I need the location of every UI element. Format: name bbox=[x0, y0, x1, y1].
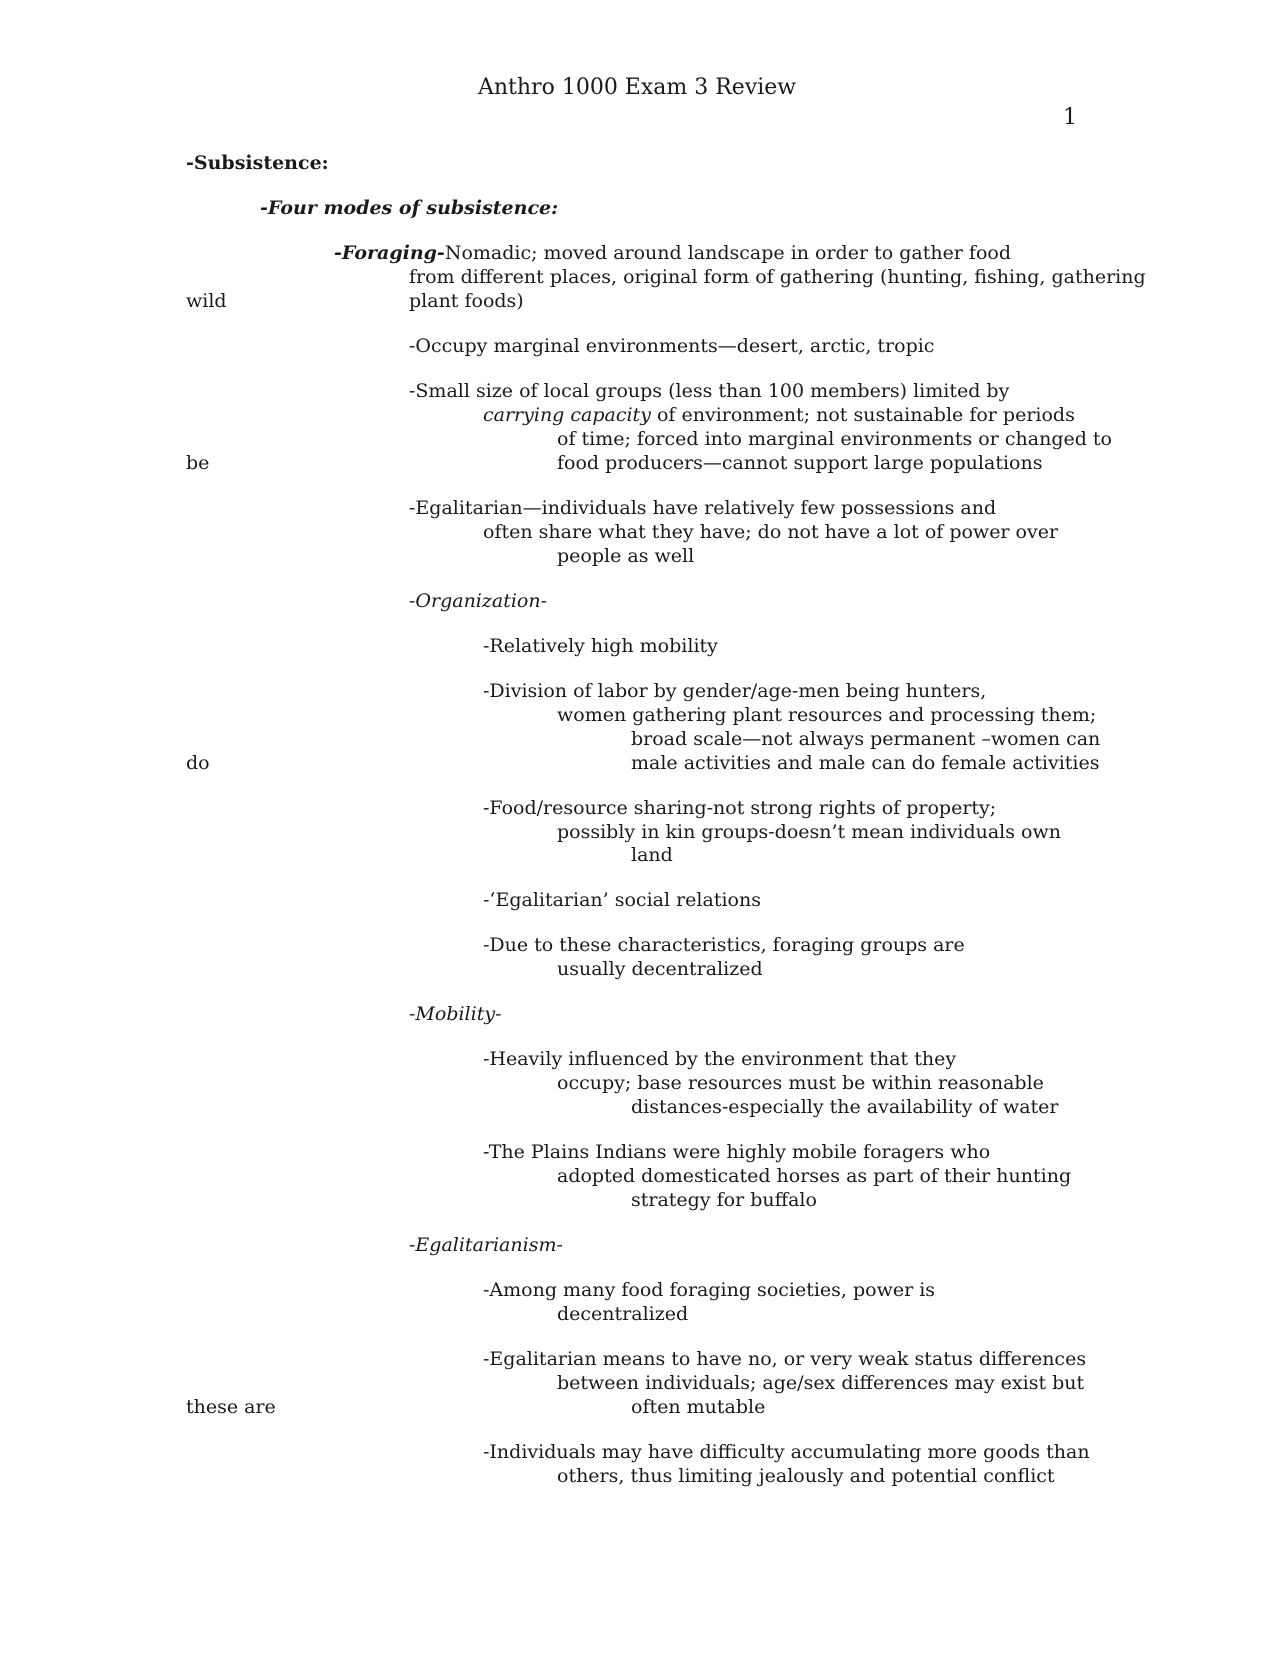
margin-fragment-these-are: these are bbox=[186, 1396, 276, 1418]
division-line-3: broad scale—not always permanent –women can bbox=[631, 728, 1101, 750]
power-line-2: decentralized bbox=[557, 1303, 689, 1325]
margin-fragment-be: be bbox=[186, 452, 210, 474]
page-number: 1 bbox=[1063, 105, 1077, 130]
division-line-2: women gathering plant resources and processing them; bbox=[557, 704, 1097, 726]
small-size-line-4: food producers—cannot support large populations bbox=[557, 452, 1043, 474]
margin-fragment-wild: wild bbox=[186, 290, 227, 312]
sharing-line-2: possibly in kin groups-doesn’t mean individuals own bbox=[557, 821, 1061, 843]
sharing-line-1: -Food/resource sharing-not strong rights of property; bbox=[483, 797, 997, 819]
heading-subsistence: -Subsistence: bbox=[186, 152, 329, 174]
decentralized-line-1: -Due to these characteristics, foraging groups are bbox=[483, 934, 965, 956]
small-size-line-2 bbox=[483, 403, 1075, 427]
plains-line-2: adopted domesticated horses as part of their hunting bbox=[557, 1165, 1072, 1187]
goods-line-2: others, thus limiting jealously and potential conflict bbox=[557, 1465, 1055, 1487]
egalitarian-line-2: often share what they have; do not have a lot of power over bbox=[483, 521, 1059, 543]
egalitarian-line-3: people as well bbox=[557, 545, 695, 567]
means-line-3: often mutable bbox=[631, 1396, 766, 1418]
goods-line-1: -Individuals may have difficulty accumulating more goods than bbox=[483, 1441, 1090, 1463]
point-marginal-environments: -Occupy marginal environments—desert, arctic, tropic bbox=[409, 335, 935, 357]
egalitarian-line-1: -Egalitarian—individuals have relatively few possessions and bbox=[409, 497, 997, 519]
heading-mobility: -Mobility- bbox=[409, 1003, 502, 1025]
environment-line-1: -Heavily influenced by the environment that they bbox=[483, 1048, 957, 1070]
means-line-2: between individuals; age/sex differences may exist but bbox=[557, 1372, 1085, 1394]
page-title: Anthro 1000 Exam 3 Review bbox=[478, 75, 797, 100]
plains-line-3: strategy for buffalo bbox=[631, 1189, 817, 1211]
heading-four-modes: -Four modes of subsistence: bbox=[260, 197, 559, 219]
carrying-capacity-term: carrying capacity bbox=[483, 404, 651, 426]
plains-line-1: -The Plains Indians were highly mobile foragers who bbox=[483, 1141, 991, 1163]
environment-line-2: occupy; base resources must be within reasonable bbox=[557, 1072, 1044, 1094]
margin-fragment-do: do bbox=[186, 752, 210, 774]
org-high-mobility: -Relatively high mobility bbox=[483, 635, 718, 657]
decentralized-line-2: usually decentralized bbox=[557, 958, 763, 980]
foraging-line-1 bbox=[334, 241, 1011, 265]
heading-egalitarianism: -Egalitarianism- bbox=[409, 1234, 563, 1256]
foraging-definition: Nomadic; moved around landscape in order to gather food bbox=[444, 242, 1012, 264]
heading-organization: -Organization- bbox=[409, 590, 548, 612]
small-size-line-3: of time; forced into marginal environments or changed to bbox=[557, 428, 1112, 450]
means-line-1: -Egalitarian means to have no, or very weak status differences bbox=[483, 1348, 1087, 1370]
division-line-4: male activities and male can do female activities bbox=[631, 752, 1100, 774]
foraging-line-3: plant foods) bbox=[409, 290, 524, 312]
foraging-line-2: from different places, original form of gathering (hunting, fishing, gathering bbox=[409, 266, 1146, 288]
small-size-line-1: -Small size of local groups (less than 100 members) limited by bbox=[409, 380, 1010, 402]
foraging-label: -Foraging- bbox=[334, 242, 445, 264]
egalitarian-relations: -‘Egalitarian’ social relations bbox=[483, 889, 761, 911]
power-line-1: -Among many food foraging societies, power is bbox=[483, 1279, 936, 1301]
sharing-line-3: land bbox=[631, 844, 673, 866]
division-line-1: -Division of labor by gender/age-men being hunters, bbox=[483, 680, 987, 702]
environment-line-3: distances-especially the availability of water bbox=[631, 1096, 1059, 1118]
small-size-line-2-rest: of environment; not sustainable for periods bbox=[650, 404, 1075, 426]
